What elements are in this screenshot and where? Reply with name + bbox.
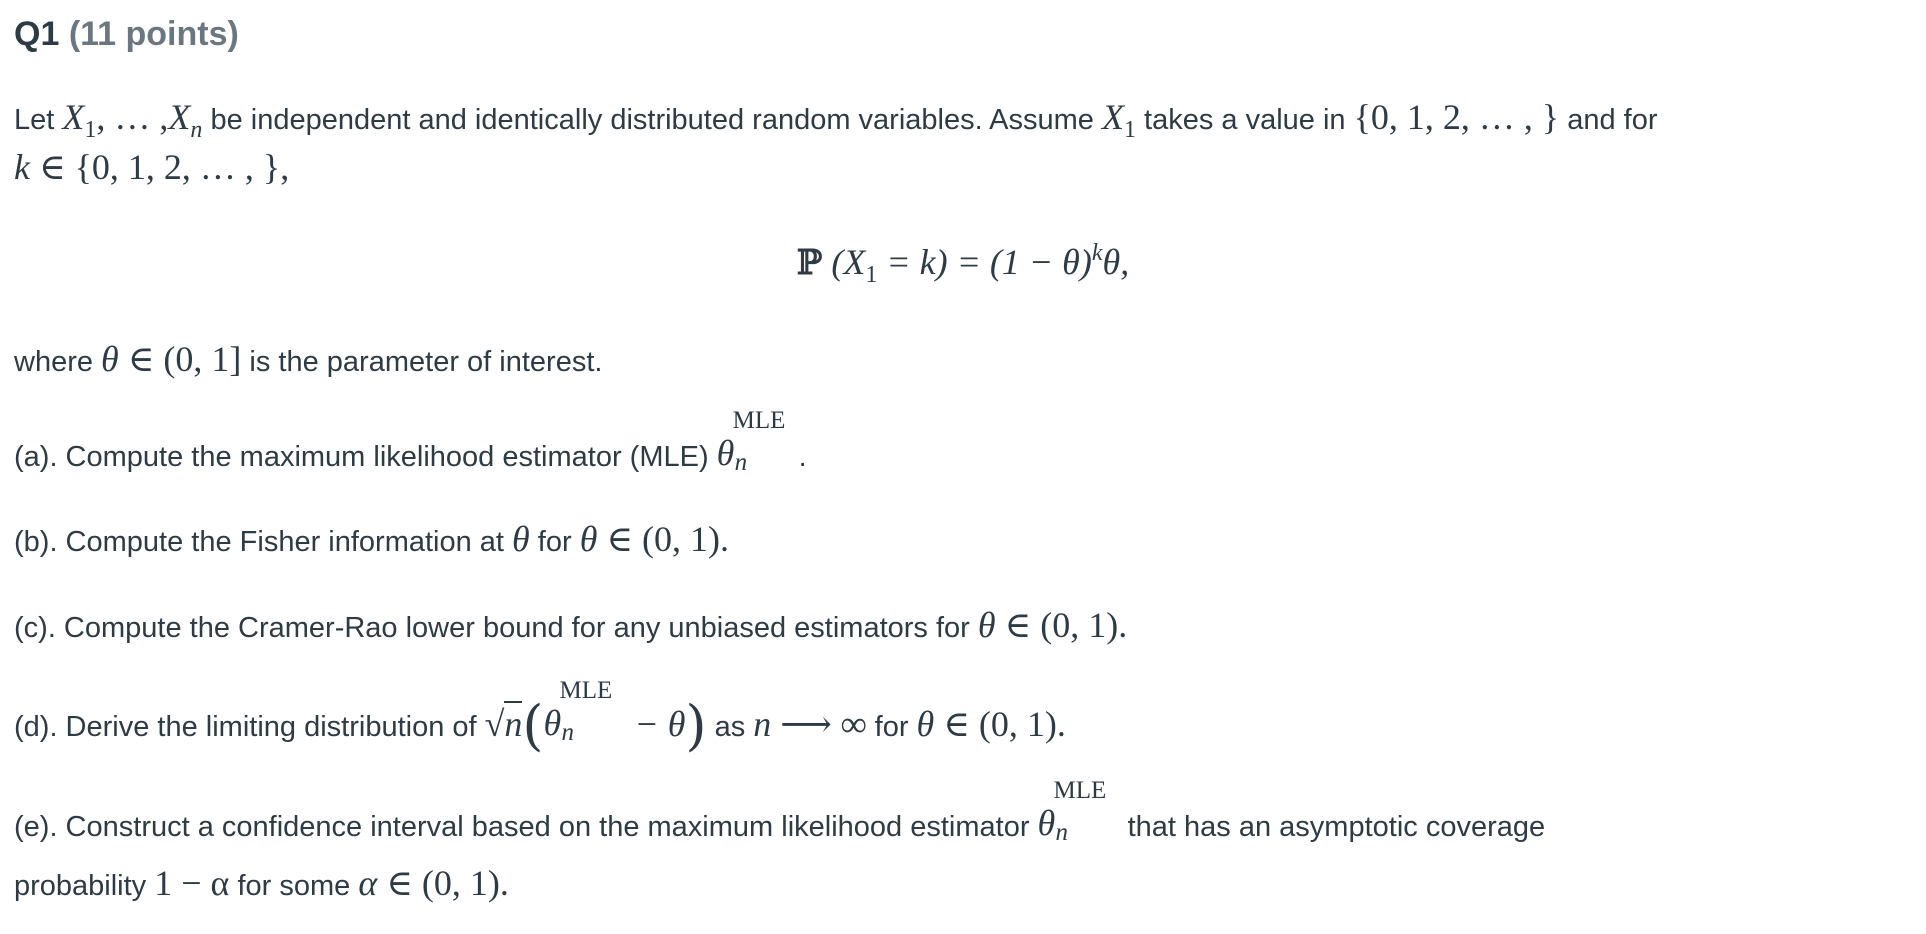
eq-lhs: (X xyxy=(822,242,866,282)
part-e-line-2 xyxy=(14,862,509,905)
minus-theta: − θ xyxy=(625,704,686,744)
var-k: k xyxy=(14,147,30,187)
mle-subscript-e: n xyxy=(1055,819,1069,846)
sub-n: n xyxy=(190,117,203,143)
interval-c: (0, 1). xyxy=(1040,605,1128,645)
part-a xyxy=(14,407,807,476)
value-set: {0, 1, 2, … , } xyxy=(1353,97,1560,137)
part-c xyxy=(14,604,1127,647)
intro-line-2 xyxy=(14,146,289,189)
and-for-text: and for xyxy=(1559,104,1658,136)
part-e-text: (e). Construct a confidence interval based on the maximum likelihood estimator xyxy=(14,811,1038,843)
iid-text: be independent and identically distributed random variables. Assume xyxy=(202,104,1102,136)
theta-in-c: θ ∈ xyxy=(977,605,1041,645)
var-xn: X xyxy=(168,97,191,137)
theta-symbol: θ xyxy=(716,433,735,473)
part-e-end: that has an asymptotic coverage xyxy=(1119,811,1546,843)
one-minus-alpha: 1 − α xyxy=(154,863,230,903)
n-to-infinity: n ⟶ ∞ xyxy=(753,704,867,744)
where-text: where xyxy=(14,346,102,378)
k-set: ∈ {0, 1, 2, … , }, xyxy=(29,147,290,187)
intro-line-1 xyxy=(14,96,1658,145)
part-b-text: (b). Compute the Fisher information at xyxy=(14,526,513,558)
prob-symbol: ℙ xyxy=(796,243,823,283)
interval-e: (0, 1). xyxy=(421,863,509,903)
var-x1-b: X xyxy=(1101,97,1124,137)
theta-in: θ ∈ xyxy=(101,339,164,379)
sub-1: 1 xyxy=(84,117,97,143)
alpha-in: α ∈ xyxy=(358,863,422,903)
for-some-text: for some xyxy=(229,870,359,902)
interval-b: (0, 1). xyxy=(642,519,730,559)
part-d-text: (d). Derive the limiting distribution of xyxy=(14,711,485,743)
sqrt-n: n xyxy=(504,701,522,744)
var-x1: X xyxy=(62,97,85,137)
theta-symbol-d: θ xyxy=(543,703,562,743)
theta-symbol-e: θ xyxy=(1037,803,1056,843)
intro-let: Let xyxy=(14,104,55,136)
eq-sub: 1 xyxy=(865,262,878,288)
question-points: (11 points) xyxy=(68,15,239,53)
theta-in-d: θ ∈ xyxy=(916,704,979,744)
part-a-end: . xyxy=(798,441,807,473)
param-text: is the parameter of interest. xyxy=(241,346,603,378)
sqrt-symbol: √ xyxy=(484,704,505,744)
mle-superscript-d: MLE xyxy=(559,677,613,704)
part-b-mid: for xyxy=(529,526,580,558)
sub-1-b: 1 xyxy=(1123,117,1136,143)
param-line xyxy=(14,338,602,381)
theta-b: θ xyxy=(512,519,530,559)
part-e-line-1 xyxy=(14,777,1546,846)
part-d-for: for xyxy=(866,711,917,743)
interval-closed: (0, 1] xyxy=(163,339,242,379)
theta-in-b: θ ∈ xyxy=(579,519,643,559)
theta-mle-d xyxy=(543,677,625,746)
part-d-as: as xyxy=(706,711,754,743)
question-label: Q1 xyxy=(14,15,60,53)
question-heading xyxy=(14,14,239,55)
left-paren: ( xyxy=(522,694,544,757)
part-b xyxy=(14,518,729,561)
theta-mle-e xyxy=(1037,777,1120,846)
pmf-equation xyxy=(0,240,1926,289)
mle-subscript: n xyxy=(734,449,748,476)
interval-d: (0, 1). xyxy=(978,704,1066,744)
part-c-text: (c). Compute the Cramer-Rao lower bound for any unbiased estimators for xyxy=(14,612,978,644)
eq-rhs-b: θ, xyxy=(1102,242,1130,282)
probability-text: probability xyxy=(14,870,155,902)
mle-superscript: MLE xyxy=(732,407,786,434)
mle-subscript-d: n xyxy=(561,719,574,746)
mle-superscript-e: MLE xyxy=(1053,777,1107,804)
eq-rhs-a: = k) = (1 − θ) xyxy=(877,242,1092,282)
part-a-text: (a). Compute the maximum likelihood estimator (MLE) xyxy=(14,441,717,473)
dots: , … , xyxy=(96,97,169,137)
right-paren: ) xyxy=(685,694,707,757)
part-d xyxy=(14,677,1066,759)
theta-mle xyxy=(716,407,799,476)
eq-exp: k xyxy=(1091,240,1103,266)
takes-text: takes a value in xyxy=(1135,104,1354,136)
